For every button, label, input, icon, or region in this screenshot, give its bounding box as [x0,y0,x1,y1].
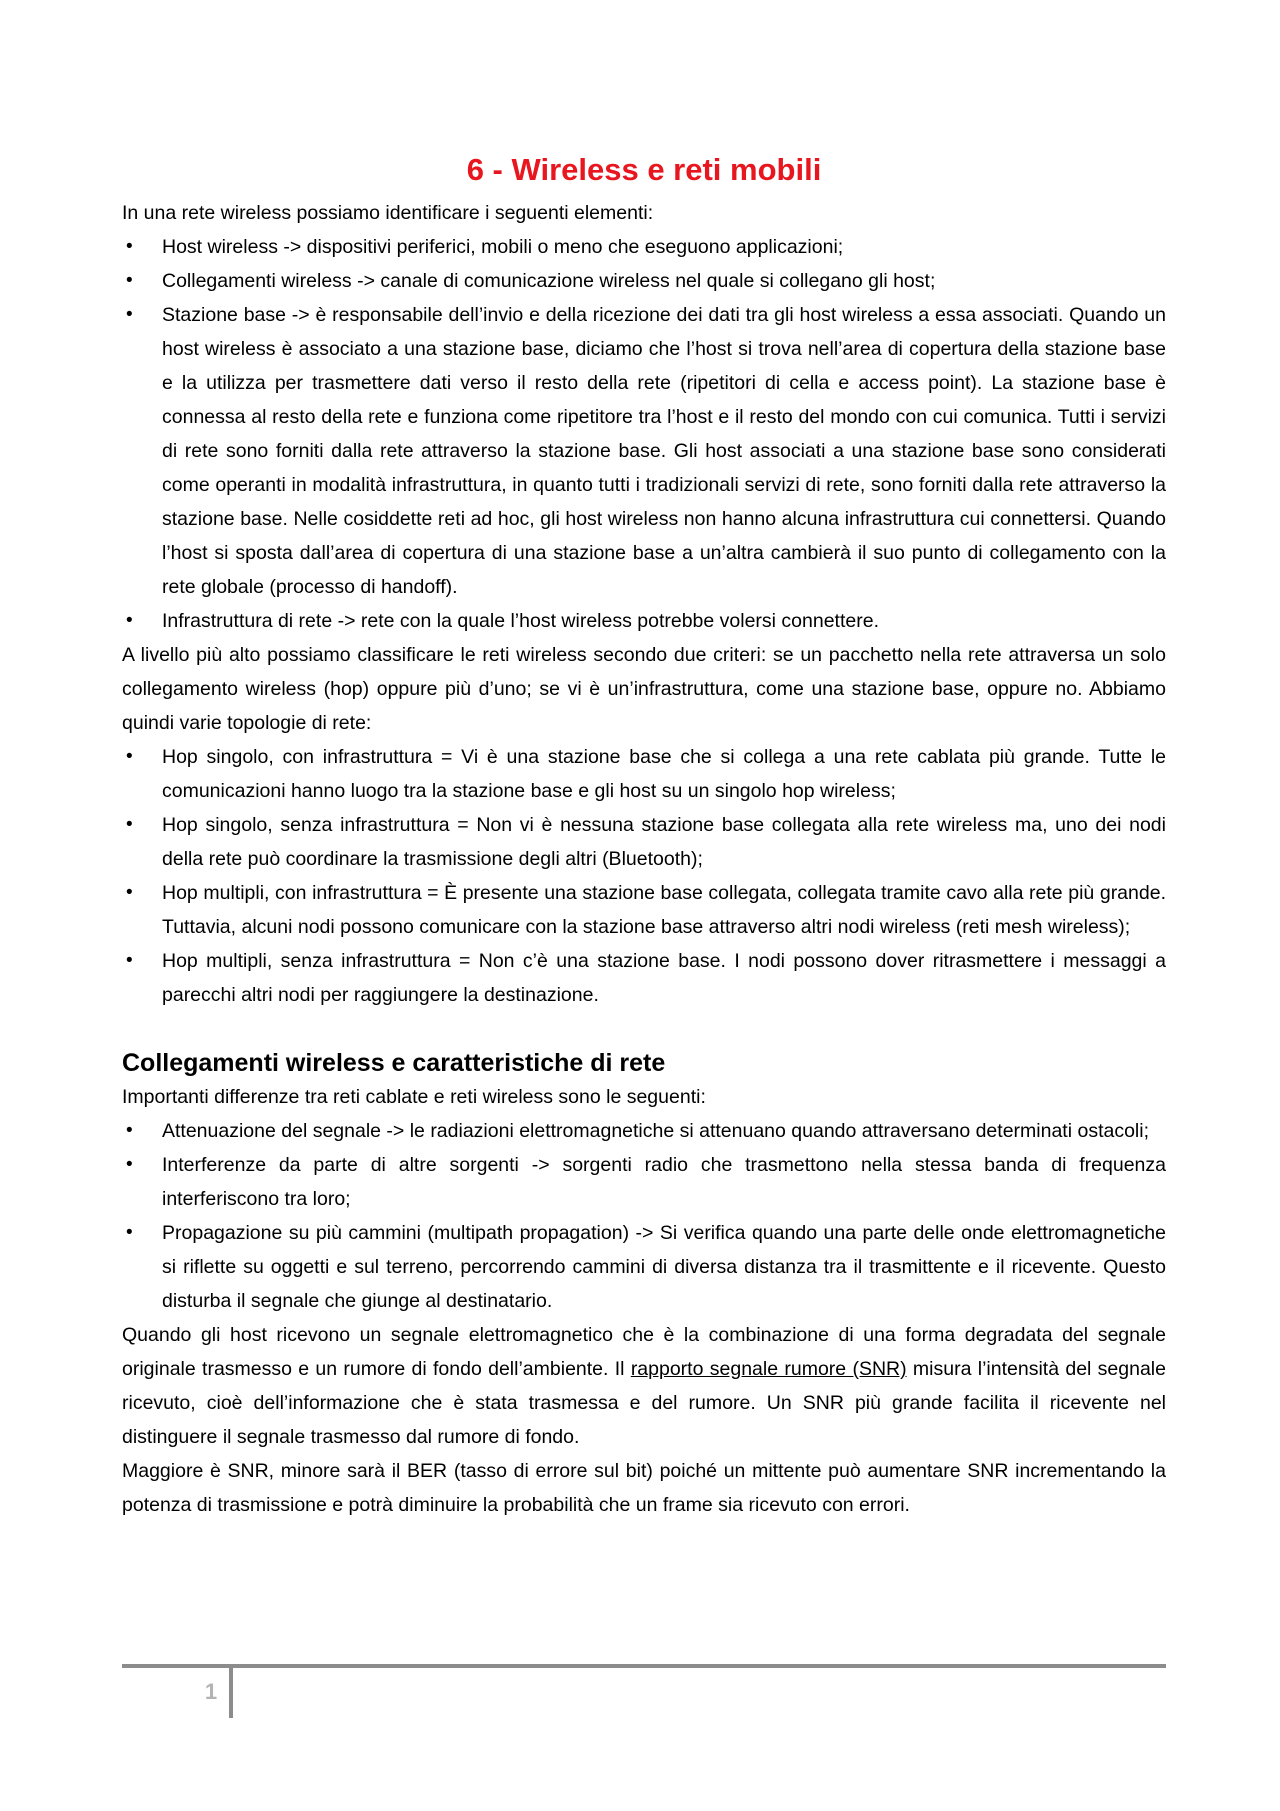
list-item [122,298,1166,604]
document-page [122,150,1166,1522]
list-item [122,944,1166,1012]
footer-rule [122,1664,1166,1668]
snr-paragraph [122,1318,1166,1454]
bullet-icon: • [126,882,133,903]
bullet-icon: • [126,1154,133,1175]
ber-paragraph: Maggiore è SNR, minore sarà il BER (tasso di errore sul bit) poiché un mittente può aumentare SNR incrementando la potenza di trasmissione e potrà diminuire la probabilità che un frame sia ricevuto con errori. [122,1460,1166,1516]
bullet-icon: • [126,304,133,325]
bullet-icon: • [126,746,133,767]
list-item-text: Interferenze da parte di altre sorgenti -> sorgenti radio che trasmettono nella stessa banda di frequenza interferiscono tra loro; [162,1154,1166,1210]
list-item [122,1148,1166,1216]
page-title: 6 - Wireless e reti mobili [466,152,822,187]
list-item-text: Collegamenti wireless -> canale di comunicazione wireless nel quale si collegano gli host; [162,270,936,292]
section-heading: Collegamenti wireless e caratteristiche di rete [122,1049,666,1077]
list-item [122,876,1166,944]
list-item-text: Infrastruttura di rete -> rete con la quale l’host wireless potrebbe volersi connettere. [162,610,879,632]
section-intro-paragraph: Importanti differenze tra reti cablate e reti wireless sono le seguenti: [122,1086,706,1108]
footer-divider [229,1664,233,1718]
list-item [122,1114,1166,1148]
list-item [122,230,1166,264]
list-item-text: Hop multipli, senza infrastruttura = Non c’è una stazione base. I nodi possono dover ritrasmettere i messaggi a parecchi altri nodi per raggiungere la destinazione. [162,950,1166,1006]
list-item-text: Hop singolo, senza infrastruttura = Non vi è nessuna stazione base collegata alla rete wireless ma, uno dei nodi della rete può coordinare la trasmissione degli altri (Bluetooth); [162,814,1166,870]
bullet-icon: • [126,610,133,631]
snr-term: rapporto segnale rumore (SNR) [630,1358,907,1380]
list-item [122,604,1166,638]
elements-list [122,230,1166,638]
page-number: 1 [204,1679,218,1704]
list-item [122,740,1166,808]
list-item-text: Host wireless -> dispositivi periferici, mobili o meno che eseguono applicazioni; [162,236,844,258]
intro-paragraph: In una rete wireless possiamo identificare i seguenti elementi: [122,202,654,224]
list-item-text: Hop multipli, con infrastruttura = È presente una stazione base collegata, collegata tramite cavo alla rete più grande. Tuttavia, alcuni nodi possono comunicare con la stazione base attraverso altri nodi wireless (reti mesh wireless); [162,882,1166,938]
bullet-icon: • [126,270,133,291]
snr-text-after: misura l’intensità del segnale ricevuto, cioè dell’informazione che è stata trasmessa e del rumore. Un SNR più grande facilita il ricevente nel distinguere il segnale trasmesso dal rumore di fondo. [122,1358,1166,1448]
list-item [122,808,1166,876]
bullet-icon: • [126,1222,133,1243]
snr-text-before: Quando gli host ricevono un segnale elettromagnetico che è la combinazione di una forma degradata del segnale originale trasmesso e un rumore di fondo dell’ambiente. Il [122,1324,1166,1380]
bullet-icon: • [126,236,133,257]
bullet-icon: • [126,1120,133,1141]
list-item-text: Attenuazione del segnale -> le radiazioni elettromagnetiche si attenuano quando attraversano determinati ostacoli; [162,1120,1150,1142]
bullet-icon: • [126,950,133,971]
list-item [122,1216,1166,1318]
list-item-text: Stazione base -> è responsabile dell’invio e della ricezione dei dati tra gli host wireless a essa associati. Quando un host wireless è associato a una stazione base, diciamo che l’host si trova nell’area di copertura della stazione base e la utilizza per trasmettere dati verso il resto della rete (ripetitori di cella e access point). La stazione base è connessa al resto della rete e funziona come ripetitore tra l’host e il resto del mondo con cui comunica. Tutti i servizi di rete sono forniti dalla rete attraverso la stazione base. Gli host associati a una stazione base sono considerati come operanti in modalità infrastruttura, in quanto tutti i tradizionali servizi di rete, sono forniti dalla rete attraverso la stazione base. Nelle cosiddette reti ad hoc, gli host wireless non hanno alcuna infrastruttura cui connettersi. Quando l’host si sposta dall’area di copertura di una stazione base a un’altra cambierà il suo punto di collegamento con la rete globale (processo di handoff). [162,304,1166,598]
list-item [122,264,1166,298]
list-item-text: Propagazione su più cammini (multipath propagation) -> Si verifica quando una parte delle onde elettromagnetiche si riflette su oggetti e sul terreno, percorrendo cammini di diversa distanza tra il trasmittente e il ricevente. Questo disturba il segnale che giunge al destinatario. [162,1222,1166,1312]
list-item-text: Hop singolo, con infrastruttura = Vi è una stazione base che si collega a una rete cablata più grande. Tutte le comunicazioni hanno luogo tra la stazione base e gli host su un singolo hop wireless; [162,746,1166,802]
differences-list [122,1114,1166,1318]
bullet-icon: • [126,814,133,835]
topologies-list [122,740,1166,1012]
classification-paragraph: A livello più alto possiamo classificare le reti wireless secondo due criteri: se un pacchetto nella rete attraversa un solo collegamento wireless (hop) oppure più d’uno; se vi è un’infrastruttura, come una stazione base, oppure no. Abbiamo quindi varie topologie di rete: [122,644,1166,734]
